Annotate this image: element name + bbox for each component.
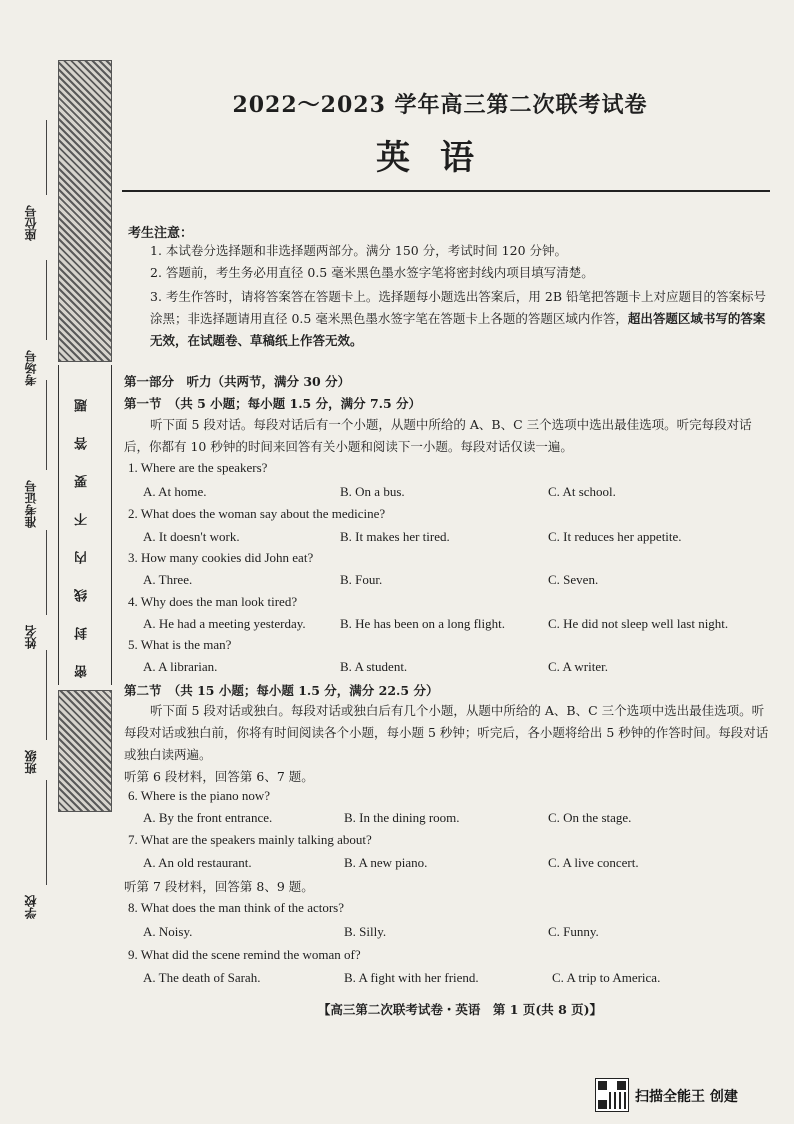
notice-item-3-bold: 超出答题区域书写的答案无效，在试题卷、草稿纸上作答无效。 [150, 311, 766, 348]
material-7-note: 听第 7 段材料，回答第 8、9 题。 [124, 879, 314, 894]
q5-option-b[interactable]: B. A student. [340, 659, 408, 674]
q9-option-a[interactable]: A. The death of Sarah. [143, 970, 261, 985]
scanner-text: 扫描全能王 创建 [635, 1089, 738, 1105]
field-name-line[interactable] [46, 530, 47, 615]
q6-option-b[interactable]: B. In the dining room. [344, 810, 460, 825]
header-divider [122, 190, 770, 192]
q9-option-c[interactable]: C. A trip to America. [552, 970, 661, 985]
q8-option-c[interactable]: C. Funny. [548, 924, 599, 939]
question-7: 7. What are the speakers mainly talking about? [128, 832, 372, 847]
seal-char: 要 [75, 475, 90, 488]
question-1: 1. Where are the speakers? [128, 460, 268, 475]
q3-option-c[interactable]: C. Seven. [548, 572, 599, 587]
section2-instructions: 听下面 5 段对话或独白。每段对话或独白后有几个小题，从题中所给的 A、B、C 三个选项中选出最佳选项。听每段对话或独白前，你将有时间阅读各个小题，每小题 5 秒钟；听完后，各小题将给出 5 秒钟的作答时间。每段对话或独白读两遍。 [124, 703, 769, 762]
seal-char: 不 [75, 513, 90, 526]
qr-code-icon [595, 1078, 629, 1112]
seal-line-box [58, 365, 112, 685]
section1-title: 第一节 （共 5 小题；每小题 1.5 分，满分 7.5 分） [124, 396, 422, 411]
q7-option-a[interactable]: A. An old restaurant. [143, 855, 252, 870]
page-footer: 【高三第二次联考试卷・英语 第 1 页(共 8 页)】 [317, 1002, 603, 1017]
q1-option-c[interactable]: C. At school. [548, 484, 616, 499]
q8-option-a[interactable]: A. Noisy. [143, 924, 193, 939]
question-3: 3. How many cookies did John eat? [128, 550, 314, 565]
scanner-watermark [595, 1078, 785, 1112]
field-class: 班级 [24, 750, 38, 774]
field-exam-number-line[interactable] [46, 380, 47, 470]
notice-item-3-text: 3. 考生作答时，请将答案答在答题卡上。选择题每小题选出答案后，用 2B 铅笔把答题卡上对应题目的答案标号涂黑；非选择题请用直径 0.5 毫米黑色墨水签字笔在答题卡上各题的答题区域内作答， [150, 289, 766, 326]
seal-char: 内 [75, 551, 90, 564]
q6-option-c[interactable]: C. On the stage. [548, 810, 632, 825]
exam-title: 2022～2023 学年高三第二次联考试卷 [232, 92, 648, 118]
binding-strip [0, 60, 120, 1070]
q2-option-b[interactable]: B. It makes her tired. [340, 529, 450, 544]
field-seat-line[interactable] [46, 120, 47, 195]
binding-hatch-bottom [58, 690, 112, 812]
notice-title: 考生注意： [128, 226, 194, 241]
q4-option-c[interactable]: C. He did not sleep well last night. [548, 616, 729, 631]
section1-instructions: 听下面 5 段对话。每段对话后有一个小题，从题中所给的 A、B、C 三个选项中选出最佳选项。听完每段对话后，你都有 10 秒钟的时间来回答有关小题和阅读下一小题。每段对话仅读一遍。 [124, 417, 752, 454]
field-school-line[interactable] [46, 780, 47, 885]
q7-option-b[interactable]: B. A new piano. [344, 855, 428, 870]
field-school: 学校 [24, 895, 38, 919]
q9-option-b[interactable]: B. A fight with her friend. [344, 970, 479, 985]
q1-option-b[interactable]: B. On a bus. [340, 484, 405, 499]
field-exam-room: 考场号 [24, 350, 38, 386]
field-exam-room-line[interactable] [46, 260, 47, 340]
question-5: 5. What is the man? [128, 637, 232, 652]
q4-option-a[interactable]: A. He had a meeting yesterday. [143, 616, 306, 631]
q5-option-a[interactable]: A. A librarian. [143, 659, 218, 674]
q3-option-a[interactable]: A. Three. [143, 572, 193, 587]
notice-item-1: 1. 本试卷分选择题和非选择题两部分。满分 150 分，考试时间 120 分钟。 [150, 243, 568, 258]
binding-hatch-top [58, 60, 112, 362]
seal-char: 答 [75, 437, 90, 450]
q5-option-c[interactable]: C. A writer. [548, 659, 608, 674]
q2-option-c[interactable]: C. It reduces her appetite. [548, 529, 682, 544]
q7-option-c[interactable]: C. A live concert. [548, 855, 639, 870]
seal-char: 线 [75, 589, 90, 602]
q1-option-a[interactable]: A. At home. [143, 484, 207, 499]
seal-char: 密 [75, 665, 90, 678]
question-9: 9. What did the scene remind the woman of? [128, 947, 361, 962]
field-class-line[interactable] [46, 650, 47, 740]
notice-item-3 [150, 286, 770, 352]
q8-option-b[interactable]: B. Silly. [344, 924, 387, 939]
question-6: 6. Where is the piano now? [128, 788, 270, 803]
q2-option-a[interactable]: A. It doesn't work. [143, 529, 240, 544]
material-6-note: 听第 6 段材料，回答第 6、7 题。 [124, 769, 314, 784]
question-4: 4. Why does the man look tired? [128, 594, 298, 609]
q3-option-b[interactable]: B. Four. [340, 572, 383, 587]
field-exam-number: 准考证号 [24, 480, 38, 528]
notice-item-2: 2. 答题前，考生务必用直径 0.5 毫米黑色墨水签字笔将密封线内项目填写清楚。 [150, 265, 594, 280]
field-seat: 座位号 [24, 205, 38, 241]
question-8: 8. What does the man think of the actors? [128, 900, 345, 915]
exam-subject: 英语 [376, 138, 504, 178]
q6-option-a[interactable]: A. By the front entrance. [143, 810, 273, 825]
field-name: 姓名 [24, 625, 38, 649]
part1-title: 第一部分 听力（共两节，满分 30 分） [124, 374, 351, 389]
section2-title: 第二节 （共 15 小题；每小题 1.5 分，满分 22.5 分） [124, 683, 439, 698]
seal-char: 题 [75, 399, 90, 412]
q4-option-b[interactable]: B. He has been on a long flight. [340, 616, 505, 631]
question-2: 2. What does the woman say about the medicine? [128, 506, 386, 521]
seal-char: 封 [75, 627, 90, 640]
